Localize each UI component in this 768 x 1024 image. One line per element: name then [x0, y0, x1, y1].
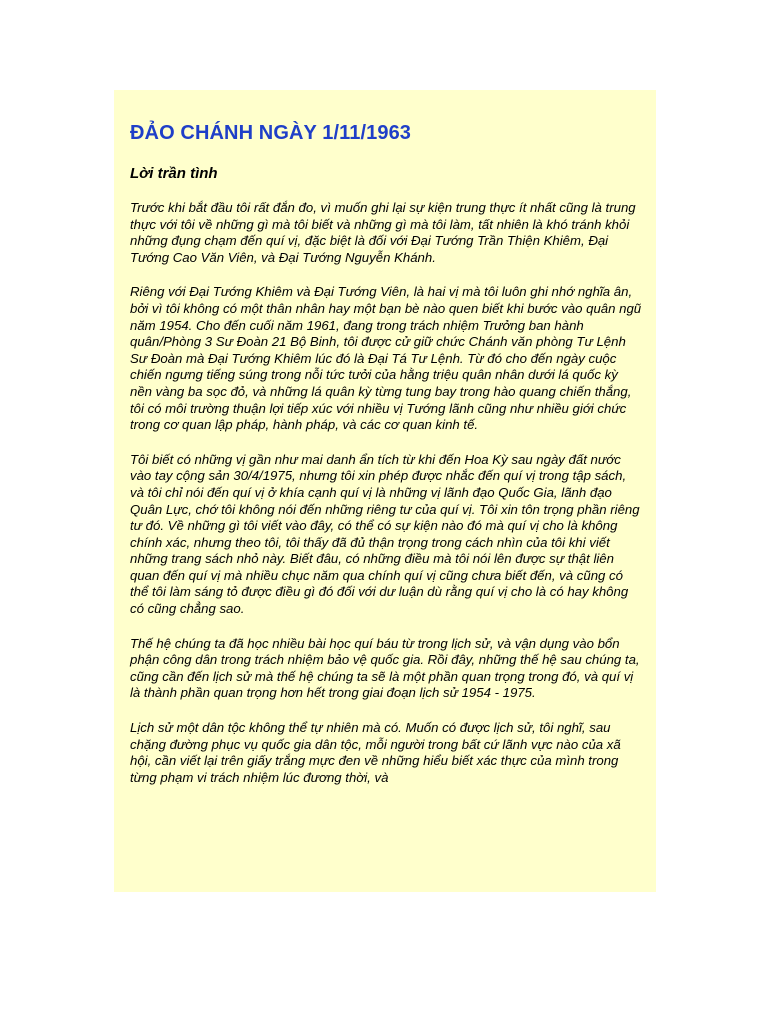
document-subtitle: Lời trần tình — [130, 165, 218, 182]
paragraph-5: Lịch sử một dân tộc không thể tự nhiên mà có. Muốn có được lịch sử, tôi nghĩ, sau chặng đường phục vụ quốc gia dân tộc, mỗi người trong bất cứ lãnh vực nào của xã hội, cần viết lại trên giấy trắng mực đen về những hiểu biết xác thực của mình trong từng phạm vi trách nhiệm lúc đương thời, và — [130, 720, 621, 785]
paragraph-4: Thế hệ chúng ta đã học nhiều bài học quí báu từ trong lịch sử, và vận dụng vào bổn phận công dân trong trách nhiệm bảo vệ quốc gia. Rồi đây, những thế hệ sau chúng ta, cũng cần đến lịch sử mà thế hệ chúng ta sẽ là một phần quan trọng trong đó, và quí vị là thành phần quan trọng hơn hết trong giai đoạn lịch sử 1954 - 1975. — [130, 635, 640, 701]
document-page — [114, 90, 656, 892]
document-title: ĐẢO CHÁNH NGÀY 1/11/1963 — [130, 122, 412, 144]
paragraph-1: Trước khi bắt đầu tôi rất đắn đo, vì muốn ghi lại sự kiện trung thực ít nhất cũng là trung thực với tôi về những gì mà tôi biết và những gì mà tôi làm, tất nhiên là khó tránh khỏi những đụng chạm đến quí vị, đặc biệt là đối với Đại Tướng Trần Thiện Khiêm, Đại Tướng Cao Văn Viên, và Đại Tướng Nguyễn Khánh. — [130, 200, 636, 265]
paragraph-2: Riêng với Đại Tướng Khiêm và Đại Tướng Viên, là hai vị mà tôi luôn ghi nhớ nghĩa ân, bởi vì tôi không có một thân nhân hay một bạn bè nào quen biết khi bước vào quân ngũ năm 1954. Cho đến cuối năm 1961, đang trong trách nhiệm Trưởng ban hành quân/Phòng 3 Sư Đoàn 21 Bộ Binh, tôi được cử giữ chức Chánh văn phòng Tư Lệnh Sư Đoàn mà Đại Tướng Khiêm lúc đó là Đại Tá Tư Lệnh. Từ đó cho đến ngày cuộc chiến ngưng tiếng súng trong nỗi tức tưởi của hằng triệu quân nhân dưới lá quốc kỳ nền vàng ba sọc đỏ, và những lá quân kỳ từng tung bay trong hào quang chiến thắng, tôi có môi trường thuận lợi tiếp xúc với nhiều vị Tướng lãnh cũng như nhiều giới chức trong cơ quan lập pháp, hành pháp, và các cơ quan kinh tế. — [130, 284, 642, 433]
paragraph-3: Tôi biết có những vị gần như mai danh ẩn tích từ khi đến Hoa Kỳ sau ngày đất nước vào tay cộng sản 30/4/1975, nhưng tôi xin phép được nhắc đến quí vị trong tập sách, và tôi chỉ nói đến quí vị ở khía cạnh quí vị là những vị lãnh đạo Quốc Gia, lãnh đạo Quân Lực, chớ tôi không nói đến những riêng tư của quí vị. Tôi xin tôn trọng phần riêng tư đó. Về những gì tôi viết vào đây, có thể có sự kiện nào đó mà quí vị cho là không chính xác, nhưng theo tôi, tôi thấy đã đủ thận trọng trong cách nhìn của tôi khi viết những trang sách nhỏ này. Biết đâu, có những điều mà tôi nói lên được sự thật liên quan đến quí vị mà nhiều chục năm qua chính quí vị cũng chưa biết đến, và cũng có thể tôi làm sáng tỏ được điều gì đó đối với dư luận dù rằng quí vị cho là có hay không có cũng chẳng sao. — [130, 451, 640, 617]
